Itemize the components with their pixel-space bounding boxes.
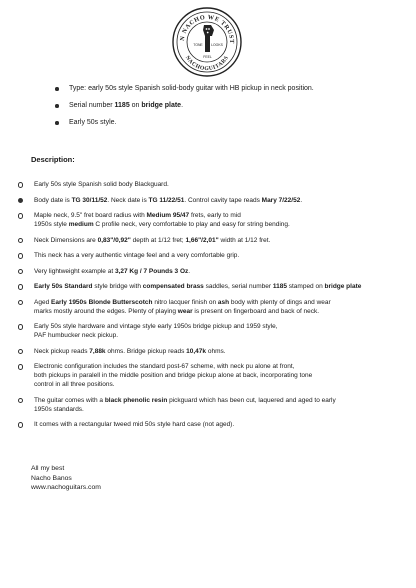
summary-item [52, 118, 392, 128]
emphasis-text: 1,66"/2,01" [185, 236, 219, 244]
body-text: ohms. Bridge pickup reads [105, 347, 187, 355]
emphasis-text: 1185 [114, 102, 130, 109]
emphasis-text: Early 1950s Blonde Butterscotch [51, 298, 153, 306]
body-text: style bridge with [92, 283, 143, 290]
emphasis-text: 7,88k [89, 347, 106, 355]
emphasis-text: medium [68, 221, 94, 228]
description-item [17, 322, 397, 340]
emphasis-text: 10,47k [186, 347, 207, 355]
summary-item [52, 101, 392, 111]
signature-block [31, 464, 101, 493]
emphasis-text: Mary 7/22/52 [261, 196, 301, 204]
signature-name: Nacho Banos [31, 474, 72, 482]
description-item [17, 267, 397, 276]
body-text: is present on fingerboard and back of neck. [192, 307, 320, 315]
logo-tag-left: TONE [193, 43, 203, 47]
body-text: Type: early 50s style Spanish solid-body guitar with HB pickup in neck position. [69, 85, 314, 92]
body-text: nitro lacquer finish on [152, 298, 218, 306]
nacho-guitars-logo [171, 6, 243, 78]
body-text: depth at 1/12 fret; [130, 236, 186, 244]
body-text: frets, early to mid 1950s style [34, 212, 241, 228]
description-list [17, 180, 397, 436]
body-text: Very lightweight example at [34, 267, 115, 275]
emphasis-text: Medium 95/47 [146, 212, 190, 219]
summary-item [52, 84, 392, 94]
body-text: . [300, 196, 303, 204]
body-text: stamped on [286, 283, 325, 290]
emphasis-text: Early 50s Standard [34, 283, 93, 290]
body-text: Maple neck, 9.5" fret board radius with [34, 212, 147, 219]
signature-closing: All my best [31, 465, 65, 472]
logo-text-top: N NACHO WE TRUST [178, 13, 236, 44]
body-text: ohms. [206, 347, 226, 355]
logo-text-bottom: NACHOGUITARS [183, 54, 231, 73]
emphasis-text: 1185 [272, 283, 287, 290]
signature-website: www.nachoguitars.com [31, 484, 101, 491]
emphasis-text: compensated brass [142, 283, 204, 290]
body-text: The guitar comes with a [34, 396, 105, 404]
summary-list [52, 84, 392, 135]
body-text: . [181, 102, 184, 109]
emphasis-text: 0,83"/0,92" [97, 236, 131, 244]
body-text: Serial number [69, 102, 115, 109]
body-text: C profile neck, very comfortable to play and easy for string bending. [93, 221, 290, 228]
guitar-headstock-icon [203, 25, 214, 52]
body-text: Neck Dimensions are [34, 236, 98, 244]
description-item [17, 180, 397, 189]
body-text: It comes with a rectangular tweed mid 50s style hard case (not aged). [34, 421, 235, 428]
description-item [17, 396, 397, 414]
body-text: Electronic configuration includes the standard post-67 scheme, with neck pu alone at front, both pickups in paralell in the middle position and bridge pickup alone at back, incorporating tone control in all three positions. [34, 363, 313, 388]
description-item [17, 211, 397, 229]
body-text: on [129, 102, 142, 109]
description-item [17, 362, 397, 389]
description-item [17, 298, 397, 316]
emphasis-text: black phenolic resin [104, 396, 168, 404]
description-item [17, 236, 397, 245]
svg-text:IN NACHO WE TRUST [171, 6, 235, 44]
description-heading: Description: [31, 155, 75, 164]
body-text: Neck pickup reads [34, 347, 90, 355]
logo-tag-bottom: FEEL [203, 55, 212, 59]
logo-tag-right: LOOKS [211, 43, 223, 47]
body-text: saddles, serial number [203, 283, 273, 290]
emphasis-text: 3,27 Kg / 7 Pounds 3 Oz [114, 267, 189, 275]
body-text: Early 50s style Spanish solid body Blackguard. [34, 181, 169, 188]
description-item [17, 420, 397, 429]
body-text: body with plenty of dings and wear marks mostly around the edges. Plenty of playing [34, 298, 331, 315]
body-text: . Neck date is [107, 196, 149, 204]
body-text: . Control cavity tape reads [184, 196, 262, 204]
body-text: This neck has a very authentic vintage feel and a very comfortable grip. [34, 252, 240, 259]
body-text: width at 1/12 fret. [218, 236, 271, 244]
emphasis-text: wear [177, 307, 193, 315]
description-item [17, 347, 397, 356]
emphasis-text: TG 11/22/51 [148, 196, 185, 204]
emphasis-text: bridge plate [324, 283, 362, 290]
description-item [17, 251, 397, 260]
description-item [17, 196, 397, 205]
emphasis-text: bridge plate [141, 102, 182, 109]
description-item [17, 282, 397, 291]
body-text: Body date is [34, 196, 72, 204]
emphasis-text: TG 30/11/52 [71, 196, 108, 204]
emphasis-text: ash [217, 298, 230, 306]
body-text: Early 50s style. [69, 119, 117, 126]
body-text: pickguard which has been cut, laquered and aged to early 1950s standards. [34, 396, 336, 413]
body-text: Early 50s style hardware and vintage style early 1950s bridge pickup and 1959 style, PAF humbucker neck pickup. [34, 323, 278, 339]
body-text: . [188, 267, 191, 275]
body-text: Aged [34, 298, 51, 306]
